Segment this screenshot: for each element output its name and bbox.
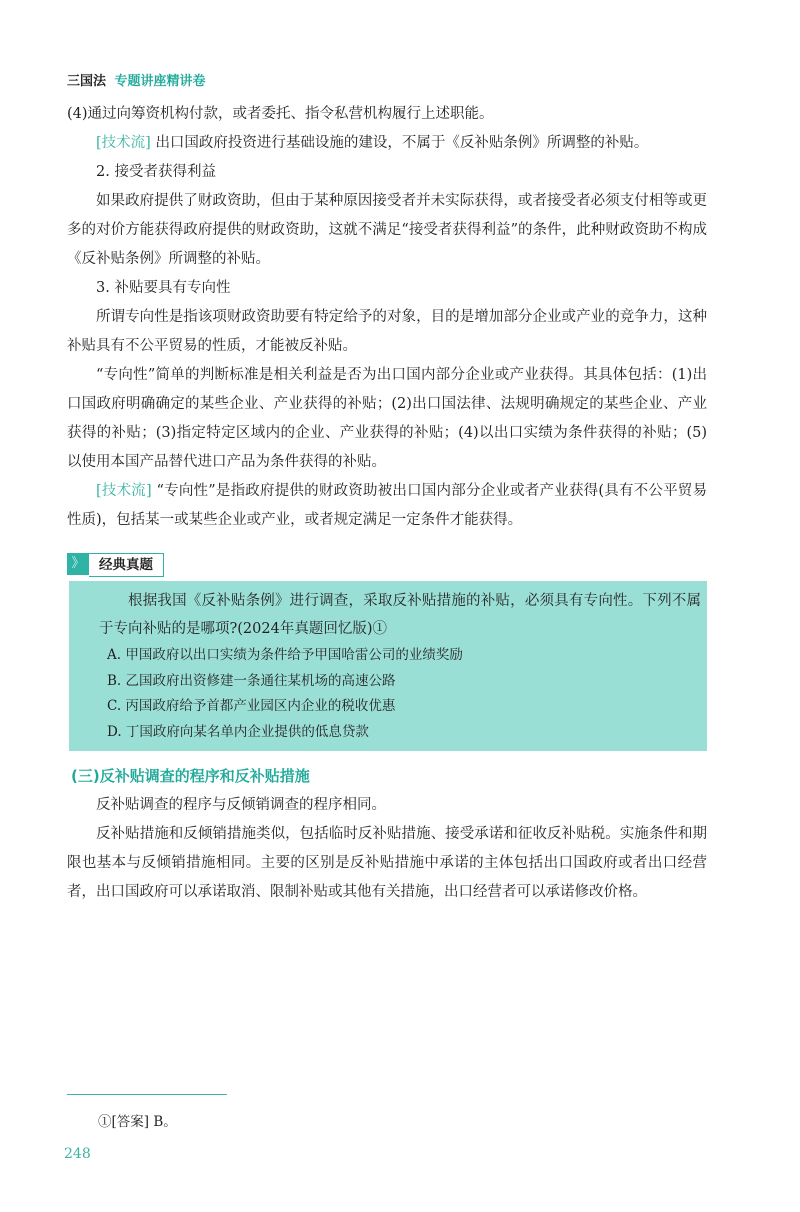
header-book-title: 专题讲座精讲卷 [114, 74, 206, 89]
footnote: ①[答案] B。 [98, 1114, 177, 1130]
header-series: 三国法 [67, 74, 107, 89]
question-stem: 根据我国《反补贴条例》进行调查，采取反补贴措施的补贴，必须具有专向性。下列不属于专向补贴的是哪项?(2024年真题回忆版)① [99, 593, 701, 637]
footnote-divider [67, 1094, 227, 1095]
page-content [67, 100, 707, 907]
page-number: 248 [64, 1146, 91, 1162]
tech-label: [技术流] [96, 483, 152, 499]
tech-note-2 [67, 477, 707, 535]
paragraph-specificity: 所谓专向性是指该项财政资助要有特定给予的对象，目的是增加部分企业或产业的竞争力，这种补贴具有不公平贸易的性质，才能被反补贴。 [67, 309, 707, 354]
running-header [67, 70, 206, 89]
tech-note-1 [67, 129, 707, 158]
question-option: C. 丙国政府给予首都产业园区内企业的税收优惠 [107, 698, 396, 714]
tech-note-text: 出口国政府投资进行基础设施的建设，不属于《反补贴条例》所调整的补贴。 [155, 135, 649, 151]
paragraph-specificity-criteria: “专向性”简单的判断标准是相关利益是否为出口国内部分企业或产业获得。其具体包括：(1)出口国政府明确确定的某些企业、产业获得的补贴；(2)出口国法律、法规明确规定的某些企业、产业获得的补贴；(3)指定特定区域内的企业、产业获得的补贴；(4)以出口实绩为条件获得的补贴；(5)以使用本国产品替代进口产品为条件获得的补贴。 [67, 367, 707, 470]
exam-section-heading [67, 547, 707, 581]
paragraph-item-4: (4)通过向筹资机构付款，或者委托、指令私营机构履行上述职能。 [67, 106, 494, 122]
question-option: D. 丁国政府向某名单内企业提供的低息贷款 [107, 723, 369, 740]
tech-label: [技术流] [96, 135, 151, 151]
exam-section-title: 经典真题 [89, 553, 164, 577]
heading-3: 3. 补贴要具有专向性 [96, 280, 231, 296]
subsection-paragraph-1: 反补贴调查的程序与反倾销调查的程序相同。 [96, 797, 386, 813]
question-option: B. 乙国政府出资修建一条通往某机场的高速公路 [107, 672, 396, 689]
subsection-paragraph-2: 反补贴措施和反倾销措施类似，包括临时反补贴措施、接受承诺和征收反补贴税。实施条件和期限也基本与反倾销措施相同。主要的区别是反补贴措施中承诺的主体包括出口国政府或者出口经营者，出口国政府可以承诺取消、限制补贴或其他有关措施，出口经营者可以承诺修改价格。 [67, 826, 707, 900]
heading-2: 2. 接受者获得利益 [96, 164, 216, 180]
double-chevron-icon: 》 [67, 553, 89, 575]
exam-question-box [69, 581, 707, 751]
question-option: A. 甲国政府以出口实绩为条件给予甲国哈雷公司的业绩奖励 [107, 647, 463, 663]
paragraph-benefit: 如果政府提供了财政资助，但由于某种原因接受者并未实际获得，或者接受者必须支付相等或更多的对价方能获得政府提供的财政资助，这就不满足“接受者获得利益”的条件，此种财政资助不构成《反补贴条例》所调整的补贴。 [67, 193, 707, 267]
tech-note-text: “专向性”是指政府提供的财政资助被出口国内部分企业或者产业获得(具有不公平贸易性质)，包括某一或某些企业或产业，或者规定满足一定条件才能获得。 [67, 483, 708, 528]
subsection-title: (三)反补贴调查的程序和反补贴措施 [71, 767, 310, 785]
